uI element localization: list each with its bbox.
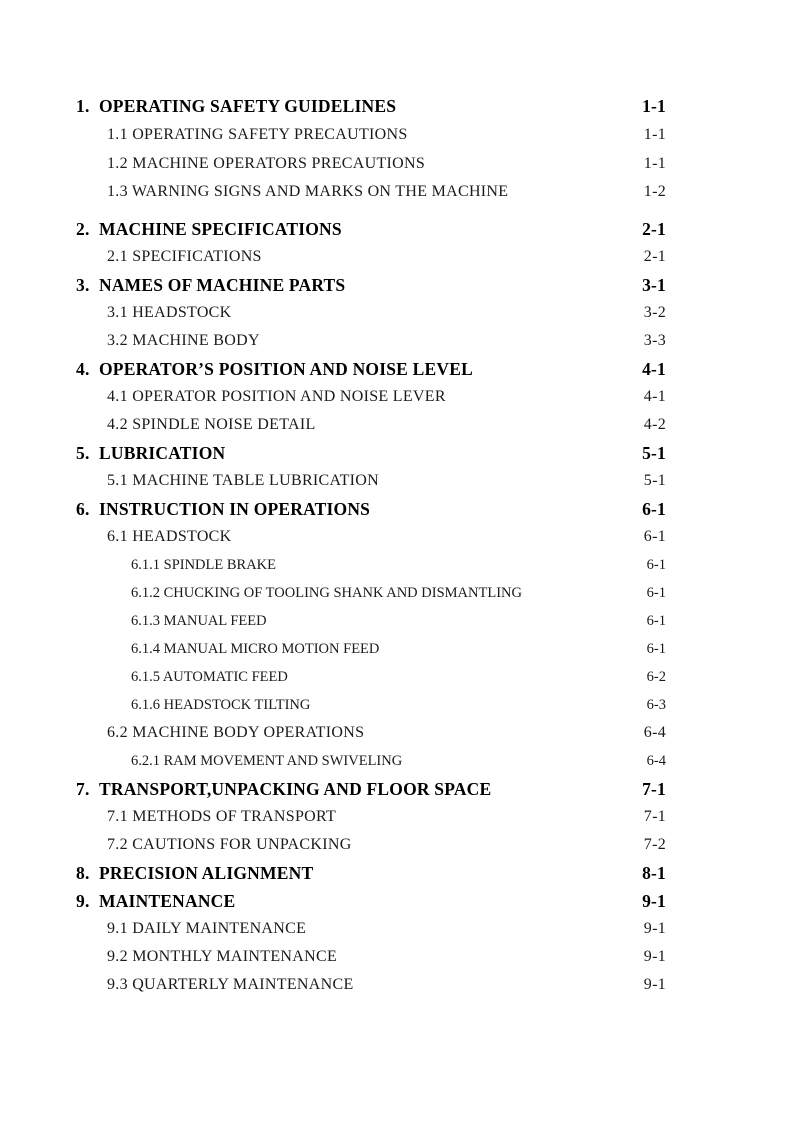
toc-entry-title: 6.1.2 CHUCKING OF TOOLING SHANK AND DISMANTLING [131,585,522,601]
toc-entry-title: OPERATOR’S POSITION AND NOISE LEVEL [99,359,473,379]
toc-entry-level-2 [0,917,793,941]
toc-entry-page-number: 6-2 [646,669,666,685]
toc-entry-number: 1. [76,96,90,116]
toc-entry-level-2 [0,945,793,969]
toc-entry-title: TRANSPORT,UNPACKING AND FLOOR SPACE [99,779,492,799]
toc-entry-page-number: 6-1 [643,528,666,545]
toc-entry-level-2 [0,245,793,269]
toc-entry-level-1 [0,357,793,381]
toc-entry-title: 6.1.3 MANUAL FEED [131,613,267,629]
toc-entry-level-2 [0,152,793,176]
toc-entry-page-number: 6-1 [646,641,666,657]
toc-entry-level-1 [0,889,793,913]
toc-entry-level-3 [0,665,793,689]
toc-entry-level-2 [0,833,793,857]
toc-entry-page-number: 3-1 [642,275,666,295]
toc-entry-title: 4.1 OPERATOR POSITION AND NOISE LEVER [107,388,446,405]
toc-entry-title: 6.2 MACHINE BODY OPERATIONS [107,724,365,741]
toc-entry-level-2 [0,329,793,353]
toc-entry-level-3 [0,693,793,717]
toc-entry-level-3 [0,637,793,661]
toc-entry-level-1 [0,94,793,118]
toc-entry-page-number: 1-2 [643,183,666,200]
toc-entry-title: INSTRUCTION IN OPERATIONS [99,499,371,519]
toc-entry-title: PRECISION ALIGNMENT [99,863,314,883]
toc-entry-page-number: 9-1 [643,920,666,937]
toc-entry-level-2 [0,123,793,147]
toc-entry-page-number: 7-2 [643,836,666,853]
toc-entry-page-number: 1-1 [643,126,666,143]
toc-entry-title: 3.2 MACHINE BODY [107,332,260,349]
toc-entry-title: 6.2.1 RAM MOVEMENT AND SWIVELING [131,753,403,769]
toc-entry-title: 7.1 METHODS OF TRANSPORT [107,808,337,825]
toc-entry-page-number: 2-1 [642,219,666,239]
toc-entry-page-number: 7-1 [642,779,666,799]
toc-entry-page-number: 6-4 [646,753,666,769]
toc-entry-level-2 [0,385,793,409]
toc-entry-title: 9.2 MONTHLY MAINTENANCE [107,948,338,965]
toc-entry-level-1 [0,861,793,885]
toc-entry-page-number: 9-1 [643,948,666,965]
toc-entry-title: 7.2 CAUTIONS FOR UNPACKING [107,836,352,853]
toc-entry-level-1 [0,497,793,521]
toc-entry-page-number: 9-1 [642,891,666,911]
toc-entry-title: 6.1.4 MANUAL MICRO MOTION FEED [131,641,380,657]
toc-entry-level-2 [0,413,793,437]
toc-entry-level-2 [0,525,793,549]
toc-entry-level-1 [0,777,793,801]
toc-entry-page-number: 4-1 [643,388,666,405]
toc-entry-number: 4. [76,359,90,379]
toc-entry-level-3 [0,749,793,773]
toc-entry-page-number: 1-1 [642,96,666,116]
toc-entry-title: 6.1.1 SPINDLE BRAKE [131,557,277,573]
toc-entry-level-3 [0,581,793,605]
toc-entry-page-number: 1-1 [643,155,666,172]
toc-entry-number: 8. [76,863,90,883]
toc-entry-title: 1.1 OPERATING SAFETY PRECAUTIONS [107,126,408,143]
toc-entry-level-3 [0,609,793,633]
toc-entry-number: 2. [76,219,90,239]
toc-entry-title: LUBRICATION [99,443,226,463]
toc-entry-page-number: 7-1 [643,808,666,825]
toc-entry-page-number: 6-1 [646,613,666,629]
toc-entry-level-2 [0,301,793,325]
toc-entry-title: MAINTENANCE [99,891,236,911]
toc-entry-title: 4.2 SPINDLE NOISE DETAIL [107,416,316,433]
toc-entry-title: 3.1 HEADSTOCK [107,304,232,321]
toc-entry-level-3 [0,553,793,577]
toc-entry-page-number: 4-1 [642,359,666,379]
toc-entry-title: 6.1.6 HEADSTOCK TILTING [131,697,311,713]
toc-entry-number: 7. [76,779,90,799]
toc-entry-title: NAMES OF MACHINE PARTS [99,275,346,295]
toc-entry-number: 6. [76,499,90,519]
toc-entry-page-number: 6-1 [646,585,666,601]
toc-entry-title: MACHINE SPECIFICATIONS [99,219,342,239]
toc-entry-level-2 [0,973,793,997]
toc-entry-level-1 [0,217,793,241]
toc-entry-number: 3. [76,275,90,295]
toc-entry-number: 5. [76,443,90,463]
toc-entry-title: 2.1 SPECIFICATIONS [107,248,262,265]
toc-entry-title: 9.3 QUARTERLY MAINTENANCE [107,976,354,993]
toc-entry-page-number: 5-1 [643,472,666,489]
toc-entry-page-number: 8-1 [642,863,666,883]
toc-entry-page-number: 6-1 [646,557,666,573]
toc-entry-level-2 [0,469,793,493]
toc-entry-title: 1.3 WARNING SIGNS AND MARKS ON THE MACHINE [107,183,509,200]
toc-entry-title: 1.2 MACHINE OPERATORS PRECAUTIONS [107,155,426,172]
toc-entry-title: 6.1 HEADSTOCK [107,528,232,545]
toc-entry-page-number: 3-3 [643,332,666,349]
toc-entry-number: 9. [76,891,90,911]
toc-entry-page-number: 5-1 [642,443,666,463]
toc-entry-level-2 [0,805,793,829]
toc-entry-title: 6.1.5 AUTOMATIC FEED [131,669,288,685]
toc-entry-level-2 [0,180,793,204]
toc-entry-page-number: 6-4 [643,724,666,741]
toc-entry-page-number: 6-3 [646,697,666,713]
toc-entry-page-number: 4-2 [643,416,666,433]
toc-entry-title: OPERATING SAFETY GUIDELINES [99,96,397,116]
toc-entry-page-number: 9-1 [643,976,666,993]
toc-entry-level-1 [0,273,793,297]
toc-entry-page-number: 2-1 [643,248,666,265]
toc-entry-page-number: 6-1 [642,499,666,519]
toc-entry-level-2 [0,721,793,745]
toc-entry-title: 5.1 MACHINE TABLE LUBRICATION [107,472,380,489]
toc-entry-title: 9.1 DAILY MAINTENANCE [107,920,307,937]
toc-entry-level-1 [0,441,793,465]
toc-entry-page-number: 3-2 [643,304,666,321]
